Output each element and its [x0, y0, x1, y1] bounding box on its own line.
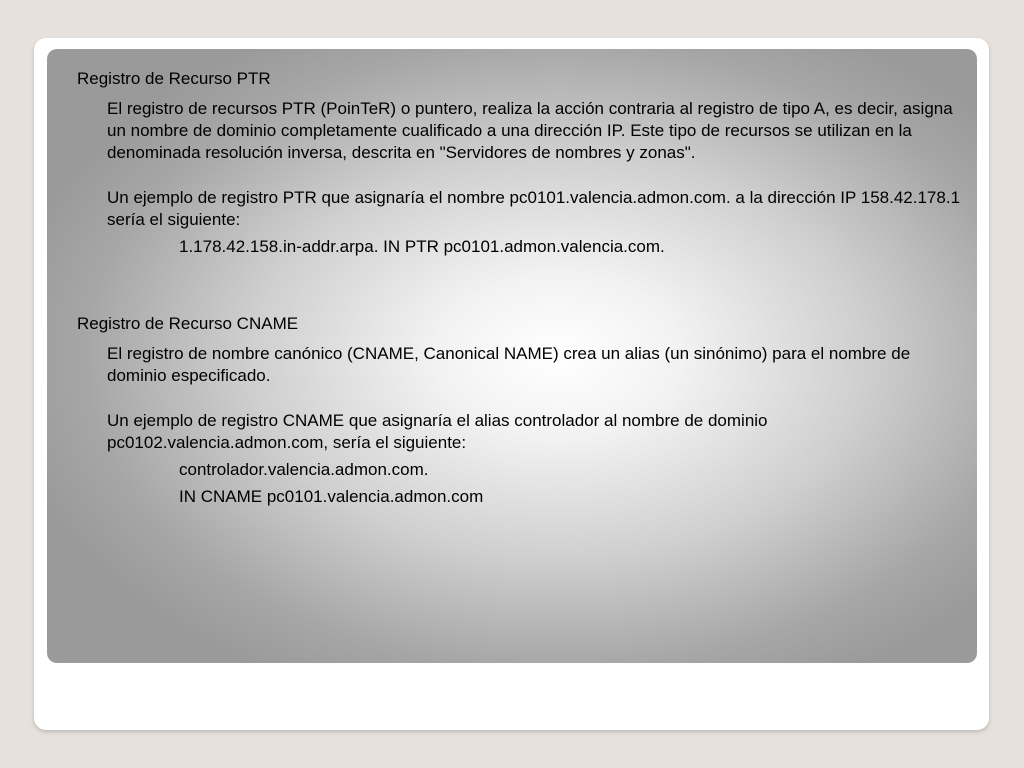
slide-text — [77, 68, 967, 508]
ptr-example-intro: Un ejemplo de registro PTR que asignaría el nombre pc0101.valencia.admon.com. a la dirección IP 158.42.178.1 sería el siguiente: — [107, 188, 961, 229]
cname-heading: Registro de Recurso CNAME — [77, 314, 299, 333]
cname-example-record-line2: IN CNAME pc0101.valencia.admon.com — [179, 487, 484, 506]
cname-description: El registro de nombre canónico (CNAME, Canonical NAME) crea un alias (un sinónimo) para el nombre de dominio especificado. — [107, 344, 911, 385]
cname-example-intro: Un ejemplo de registro CNAME que asignaría el alias controlador al nombre de dominio pc0102.valencia.admon.com, sería el siguiente: — [107, 411, 768, 452]
ptr-description: El registro de recursos PTR (PoinTeR) o puntero, realiza la acción contraria al registro de tipo A, es decir, asigna un nombre de dominio completamente cualificado a una dirección IP. Este tipo de recursos se utilizan en la denominada resolución inversa, descrita en "Servidores de nombres y zonas". — [107, 99, 953, 162]
ptr-heading: Registro de Recurso PTR — [77, 69, 271, 88]
cname-example-record-line1: controlador.valencia.admon.com. — [179, 460, 429, 479]
ptr-example-record: 1.178.42.158.in-addr.arpa. IN PTR pc0101.admon.valencia.com. — [179, 237, 665, 256]
